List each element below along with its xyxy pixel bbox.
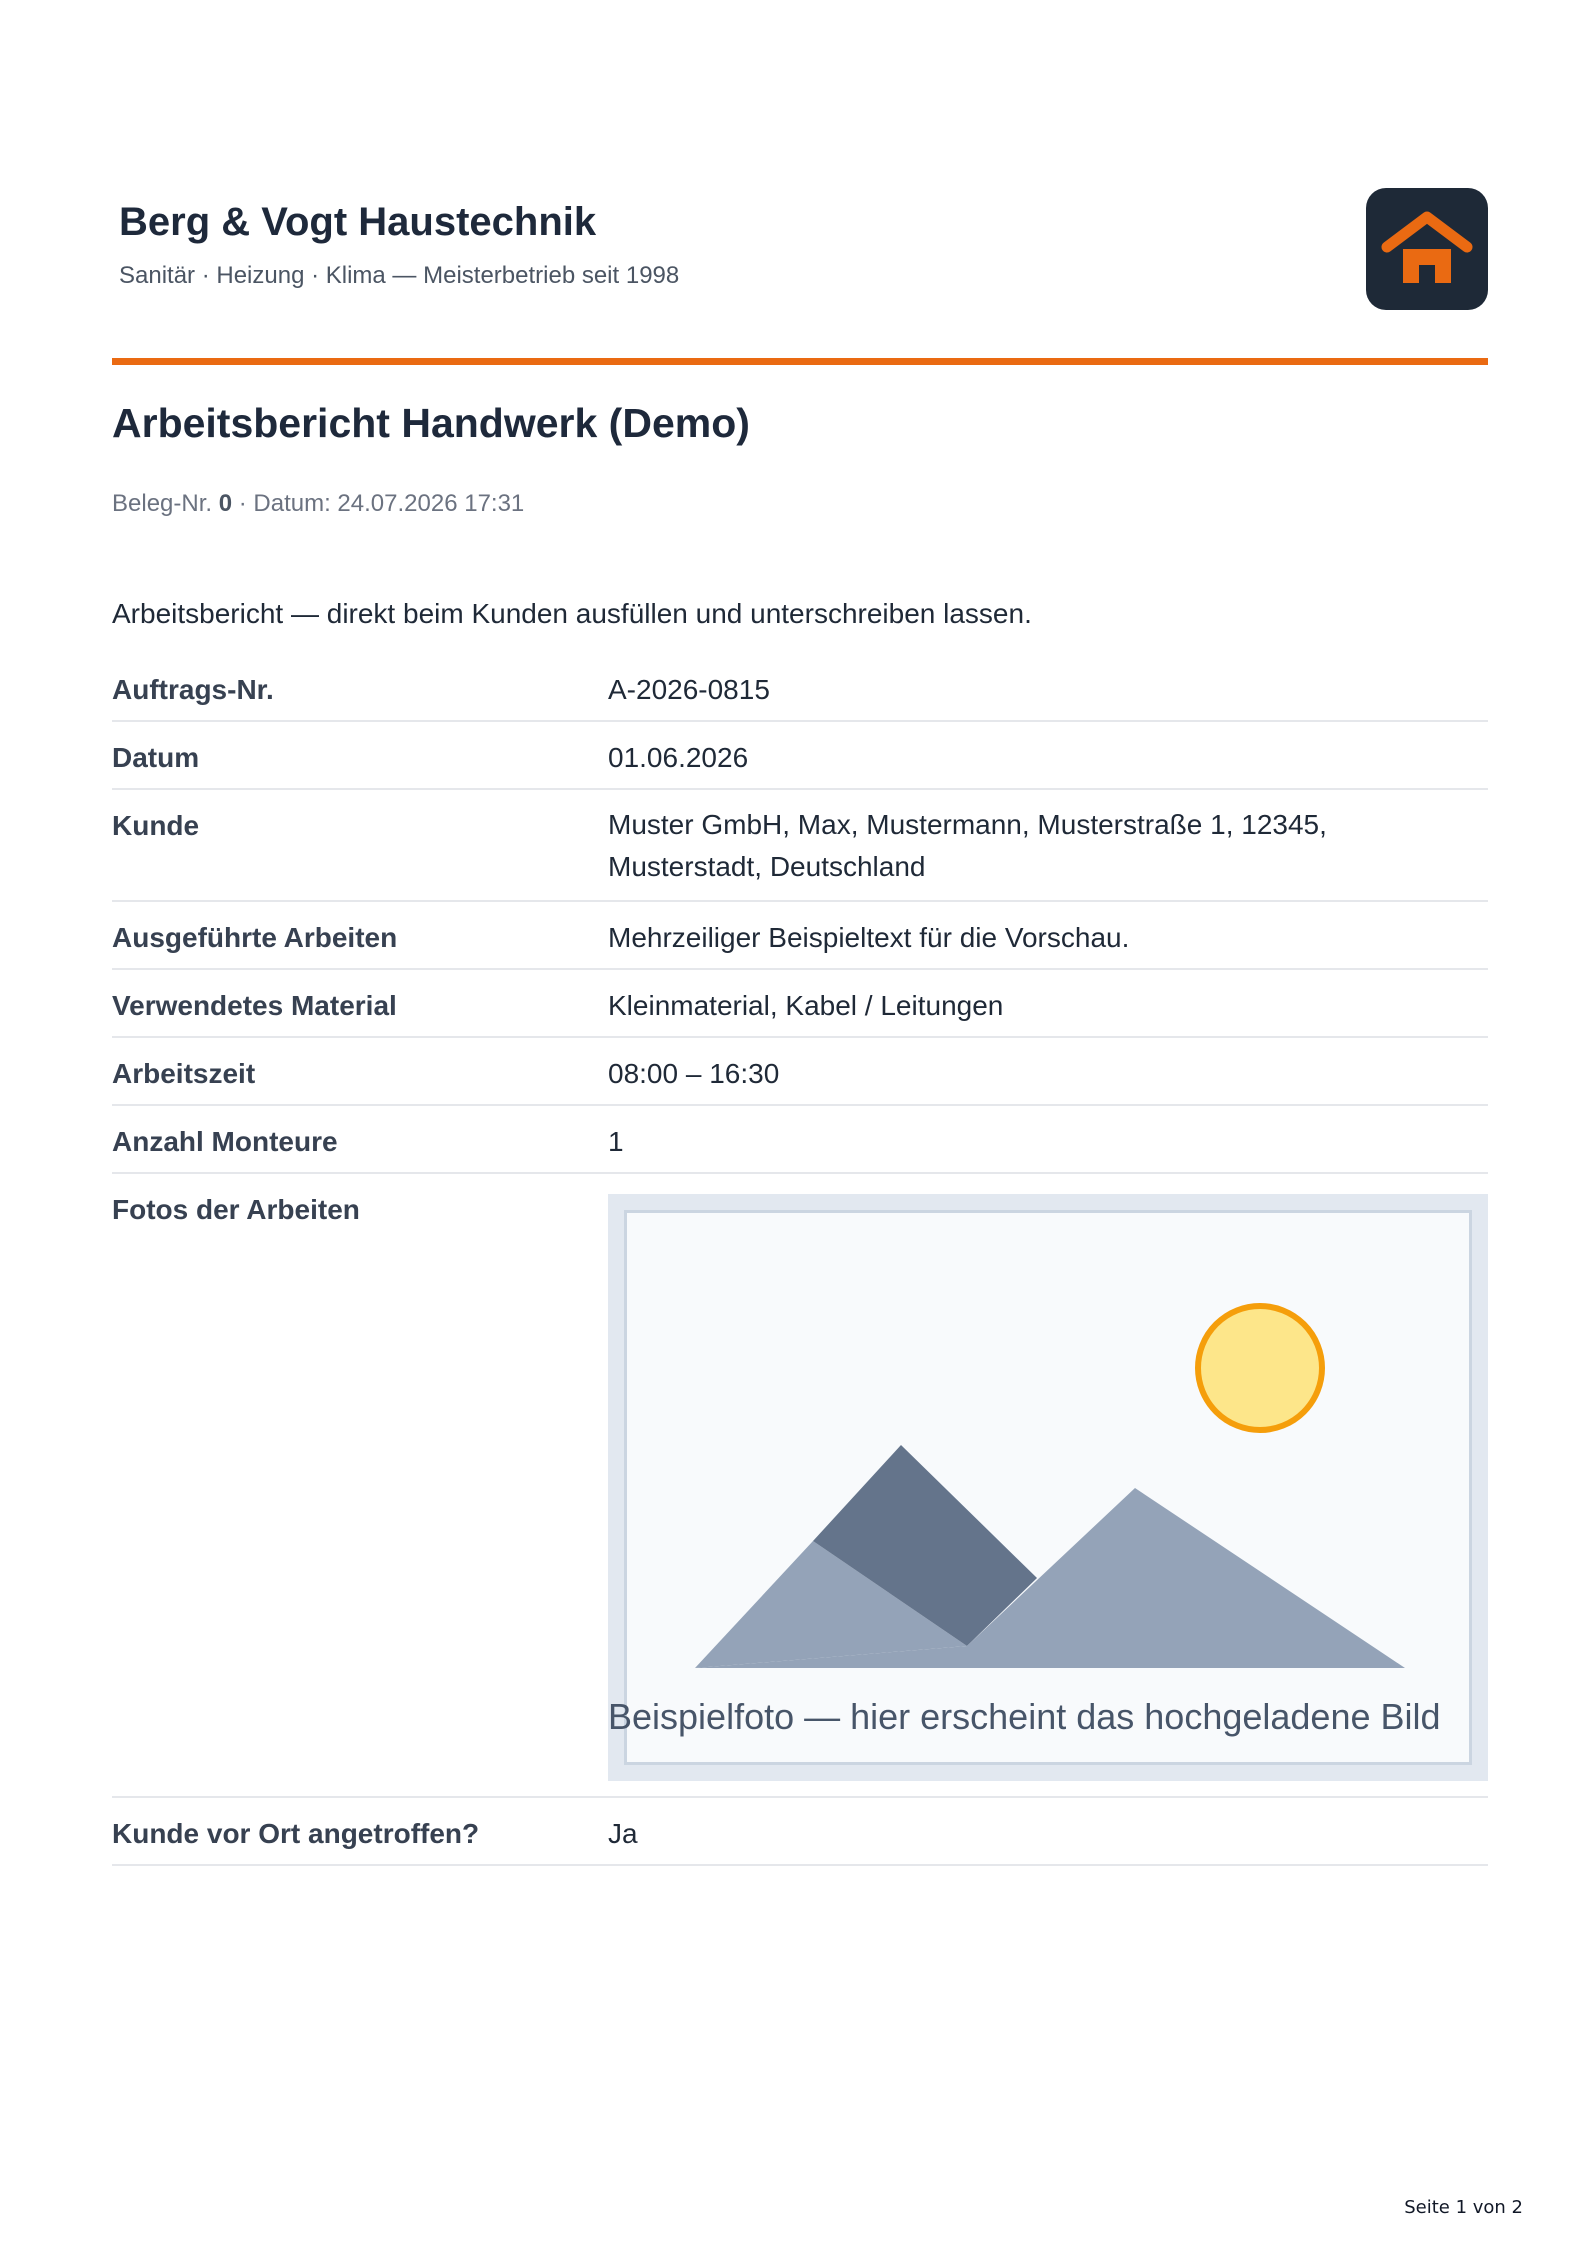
photo-preview: [608, 1194, 1488, 1781]
field-label: Fotos der Arbeiten: [112, 1194, 360, 1225]
field-label: Kunde: [112, 810, 200, 841]
receipt-label: Beleg-Nr.: [112, 490, 213, 517]
table-row: [112, 902, 1488, 970]
company-logo: [1366, 188, 1488, 310]
photo-caption: Beispielfoto — hier erscheint das hochgeladene Bild: [608, 1696, 1441, 1737]
field-label: Verwendetes Material: [112, 990, 397, 1021]
field-value: Ja: [608, 1818, 638, 1849]
house-icon: [1379, 209, 1475, 289]
table-row: [112, 1174, 1488, 1798]
field-value: 08:00 – 16:30: [608, 1058, 780, 1089]
report-fields-table: [112, 654, 1488, 1866]
page-indicator: Seite 1 von 2: [1404, 2197, 1523, 2218]
field-value: Muster GmbH, Max, Mustermann, Musterstraße 1, 12345, Musterstadt, Deutschland: [608, 809, 1327, 882]
field-value: Kleinmaterial, Kabel / Leitungen: [608, 990, 1004, 1021]
document-date: · Datum: 24.07.2026 17:31: [238, 490, 525, 517]
field-label: Auftrags-Nr.: [112, 674, 274, 705]
field-label: Arbeitszeit: [112, 1058, 256, 1089]
field-label: Ausgeführte Arbeiten: [112, 922, 398, 953]
photo-frame: [624, 1210, 1472, 1765]
company-header: [112, 188, 1488, 312]
receipt-number: 0: [218, 490, 233, 517]
table-row: [112, 790, 1488, 902]
intro-text: Arbeitsbericht — direkt beim Kunden ausfüllen und unterschreiben lassen.: [112, 598, 1032, 629]
document-meta: [112, 490, 524, 518]
field-label: Datum: [112, 742, 200, 773]
table-row: [112, 1106, 1488, 1174]
company-tagline: Sanitär · Heizung · Klima — Meisterbetrieb seit 1998: [119, 262, 680, 289]
header-divider: [112, 358, 1488, 365]
document-title: Arbeitsbericht Handwerk (Demo): [112, 400, 750, 446]
company-name: Berg & Vogt Haustechnik: [119, 200, 597, 244]
field-value: 1: [608, 1126, 624, 1157]
table-row: [112, 654, 1488, 722]
field-value: 01.06.2026: [608, 742, 749, 773]
field-label: Kunde vor Ort angetroffen?: [112, 1818, 480, 1849]
table-row: [112, 970, 1488, 1038]
landscape-placeholder-icon: [627, 1213, 1469, 1762]
table-row: [112, 1038, 1488, 1106]
field-value: Mehrzeiliger Beispieltext für die Vorschau.: [608, 922, 1130, 953]
field-label: Anzahl Monteure: [112, 1126, 338, 1157]
table-row: [112, 1798, 1488, 1866]
field-value: A-2026-0815: [608, 674, 770, 705]
table-row: [112, 722, 1488, 790]
